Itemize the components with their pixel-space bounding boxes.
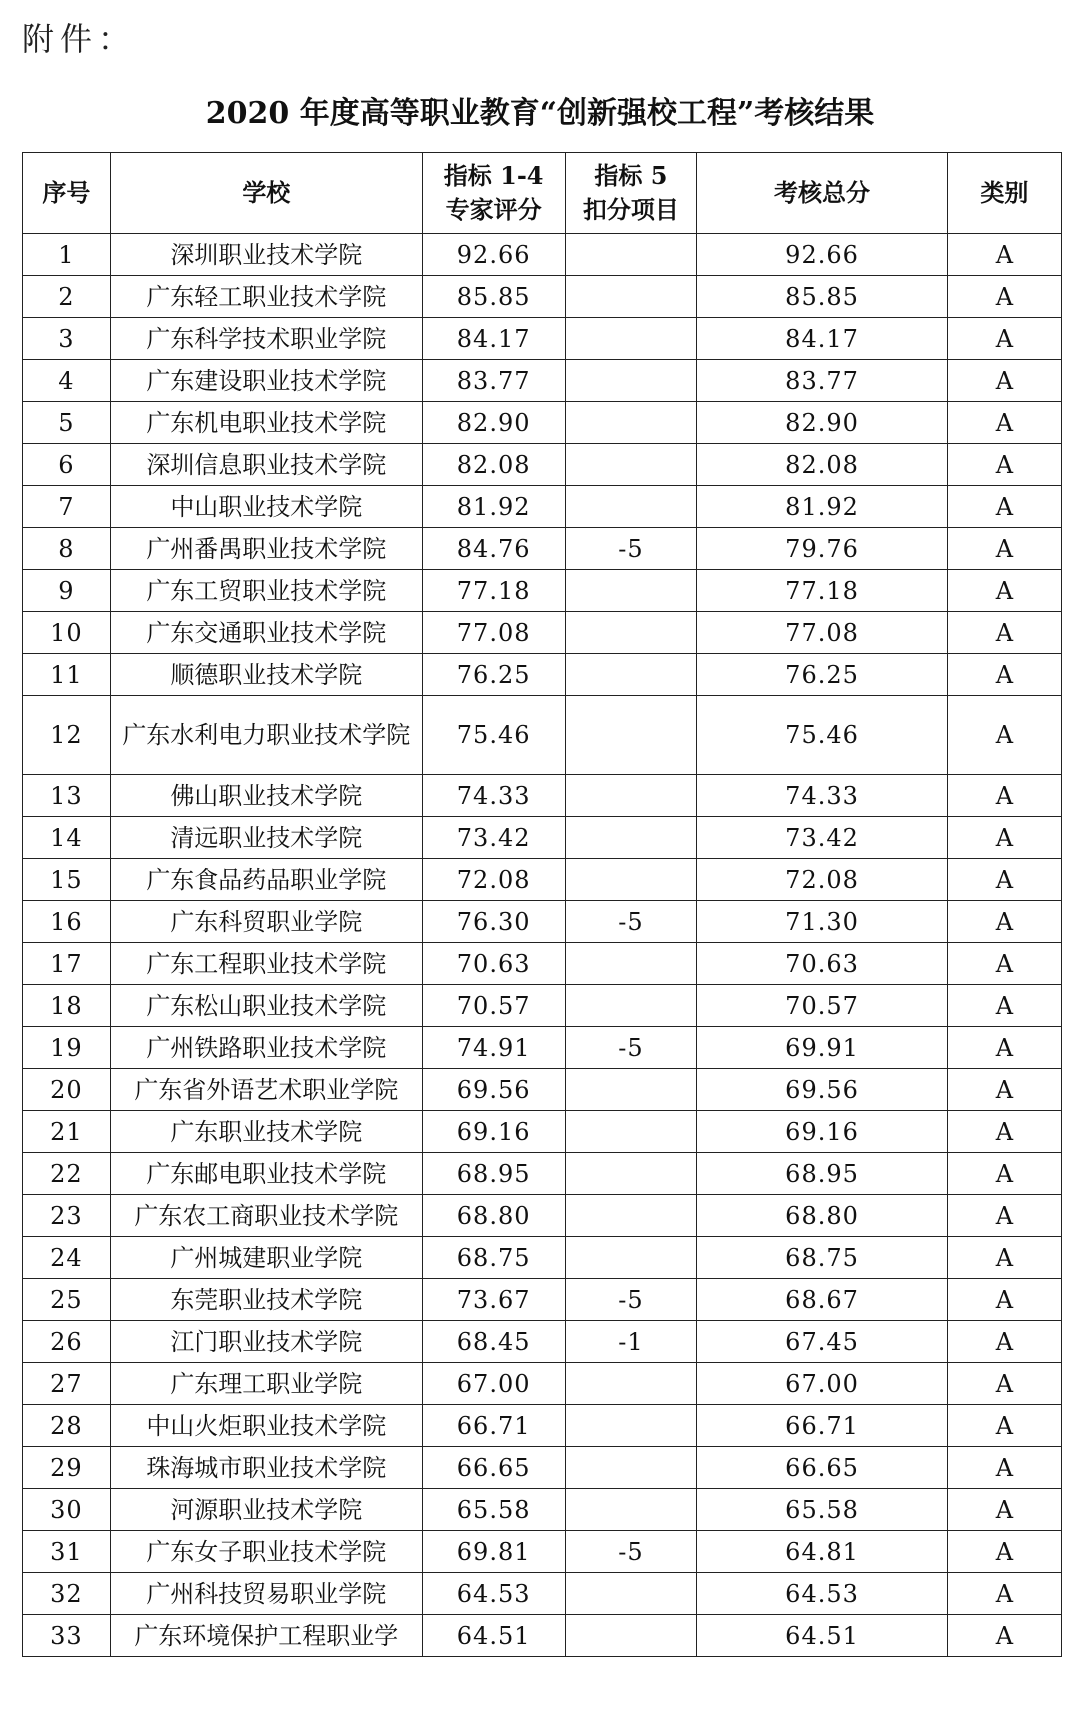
seq-cell: 17: [23, 943, 111, 985]
seq-cell: 4: [23, 360, 111, 402]
school-cell: 东莞职业技术学院: [110, 1279, 422, 1321]
deduction-cell: [565, 402, 697, 444]
category-cell: A: [947, 1321, 1061, 1363]
score-cell: 76.30: [422, 901, 565, 943]
category-cell: A: [947, 901, 1061, 943]
table-row: [23, 1363, 1062, 1405]
category-cell: A: [947, 1279, 1061, 1321]
category-cell: A: [947, 1195, 1061, 1237]
total-cell: 70.57: [697, 985, 947, 1027]
total-cell: 68.67: [697, 1279, 947, 1321]
deduction-cell: [565, 1153, 697, 1195]
category-cell: A: [947, 696, 1061, 775]
school-cell: 广东科学技术职业学院: [110, 318, 422, 360]
deduction-cell: [565, 234, 697, 276]
results-table: [22, 152, 1062, 1657]
deduction-cell: -5: [565, 528, 697, 570]
school-cell: 佛山职业技术学院: [110, 775, 422, 817]
deduction-cell: [565, 1111, 697, 1153]
category-cell: A: [947, 1405, 1061, 1447]
attachment-label: 附件：: [22, 20, 137, 58]
deduction-cell: [565, 696, 697, 775]
school-cell: 广东水利电力职业技术学院: [110, 696, 422, 775]
seq-cell: 8: [23, 528, 111, 570]
score-cell: 85.85: [422, 276, 565, 318]
score-cell: 92.66: [422, 234, 565, 276]
deduction-cell: [565, 943, 697, 985]
seq-cell: 32: [23, 1573, 111, 1615]
table-row: [23, 1069, 1062, 1111]
score-cell: 66.65: [422, 1447, 565, 1489]
seq-cell: 6: [23, 444, 111, 486]
col-header-seq: 序号: [23, 153, 111, 234]
seq-cell: 2: [23, 276, 111, 318]
seq-cell: 21: [23, 1111, 111, 1153]
table-row: [23, 402, 1062, 444]
table-row: [23, 1153, 1062, 1195]
seq-cell: 19: [23, 1027, 111, 1069]
deduction-cell: [565, 654, 697, 696]
seq-cell: 16: [23, 901, 111, 943]
score-cell: 68.80: [422, 1195, 565, 1237]
category-cell: A: [947, 234, 1061, 276]
deduction-cell: [565, 570, 697, 612]
deduction-cell: -5: [565, 1531, 697, 1573]
col-header-total: 考核总分: [697, 153, 947, 234]
table-row: [23, 360, 1062, 402]
total-cell: 70.63: [697, 943, 947, 985]
table-row: [23, 817, 1062, 859]
score-cell: 69.81: [422, 1531, 565, 1573]
category-cell: A: [947, 859, 1061, 901]
table-row: [23, 528, 1062, 570]
deduction-cell: [565, 1195, 697, 1237]
deduction-cell: [565, 1489, 697, 1531]
score-cell: 66.71: [422, 1405, 565, 1447]
school-cell: 顺德职业技术学院: [110, 654, 422, 696]
table-row: [23, 1489, 1062, 1531]
score-cell: 64.51: [422, 1615, 565, 1657]
table-row: [23, 612, 1062, 654]
score-cell: 68.45: [422, 1321, 565, 1363]
category-cell: A: [947, 612, 1061, 654]
school-cell: 广东邮电职业技术学院: [110, 1153, 422, 1195]
table-row: [23, 1405, 1062, 1447]
table-row: [23, 775, 1062, 817]
school-cell: 广东工贸职业技术学院: [110, 570, 422, 612]
total-cell: 66.65: [697, 1447, 947, 1489]
seq-cell: 24: [23, 1237, 111, 1279]
score-cell: 67.00: [422, 1363, 565, 1405]
table-row: [23, 1237, 1062, 1279]
total-cell: 68.80: [697, 1195, 947, 1237]
table-row: [23, 1321, 1062, 1363]
deduction-cell: -5: [565, 1279, 697, 1321]
school-cell: 广州城建职业学院: [110, 1237, 422, 1279]
deduction-cell: [565, 1363, 697, 1405]
table-row: [23, 1447, 1062, 1489]
total-cell: 73.42: [697, 817, 947, 859]
deduction-cell: [565, 444, 697, 486]
seq-cell: 29: [23, 1447, 111, 1489]
total-cell: 76.25: [697, 654, 947, 696]
score-cell: 70.57: [422, 985, 565, 1027]
deduction-cell: [565, 1573, 697, 1615]
school-cell: 广东食品药品职业学院: [110, 859, 422, 901]
col-header-score-line2: 专家评分: [445, 195, 542, 224]
school-cell: 深圳信息职业技术学院: [110, 444, 422, 486]
seq-cell: 22: [23, 1153, 111, 1195]
score-cell: 72.08: [422, 859, 565, 901]
category-cell: A: [947, 1027, 1061, 1069]
total-cell: 69.91: [697, 1027, 947, 1069]
header-row: [23, 153, 1062, 234]
score-cell: 65.58: [422, 1489, 565, 1531]
table-body: [23, 234, 1062, 1657]
category-cell: A: [947, 1069, 1061, 1111]
table-row: [23, 654, 1062, 696]
seq-cell: 31: [23, 1531, 111, 1573]
col-header-score-line1: 指标 1-4: [443, 161, 544, 190]
school-cell: 广东女子职业技术学院: [110, 1531, 422, 1573]
category-cell: A: [947, 360, 1061, 402]
total-cell: 65.58: [697, 1489, 947, 1531]
table-row: [23, 486, 1062, 528]
total-cell: 68.95: [697, 1153, 947, 1195]
total-cell: 77.18: [697, 570, 947, 612]
total-cell: 83.77: [697, 360, 947, 402]
seq-cell: 26: [23, 1321, 111, 1363]
category-cell: A: [947, 985, 1061, 1027]
table-row: [23, 234, 1062, 276]
deduction-cell: [565, 775, 697, 817]
category-cell: A: [947, 1615, 1061, 1657]
seq-cell: 23: [23, 1195, 111, 1237]
deduction-cell: [565, 318, 697, 360]
seq-cell: 13: [23, 775, 111, 817]
seq-cell: 27: [23, 1363, 111, 1405]
total-cell: 69.16: [697, 1111, 947, 1153]
total-cell: 75.46: [697, 696, 947, 775]
school-cell: 广州科技贸易职业学院: [110, 1573, 422, 1615]
deduction-cell: [565, 1237, 697, 1279]
score-cell: 84.17: [422, 318, 565, 360]
school-cell: 清远职业技术学院: [110, 817, 422, 859]
category-cell: A: [947, 570, 1061, 612]
total-cell: 84.17: [697, 318, 947, 360]
category-cell: A: [947, 318, 1061, 360]
score-cell: 77.18: [422, 570, 565, 612]
deduction-cell: [565, 1447, 697, 1489]
seq-cell: 9: [23, 570, 111, 612]
table-row: [23, 1027, 1062, 1069]
category-cell: A: [947, 654, 1061, 696]
seq-cell: 10: [23, 612, 111, 654]
seq-cell: 1: [23, 234, 111, 276]
score-cell: 64.53: [422, 1573, 565, 1615]
table-row: [23, 276, 1062, 318]
school-cell: 广东理工职业学院: [110, 1363, 422, 1405]
seq-cell: 28: [23, 1405, 111, 1447]
seq-cell: 18: [23, 985, 111, 1027]
score-cell: 68.95: [422, 1153, 565, 1195]
col-header-deduction: [565, 153, 697, 234]
table-row: [23, 1615, 1062, 1657]
category-cell: A: [947, 1573, 1061, 1615]
school-cell: 河源职业技术学院: [110, 1489, 422, 1531]
total-cell: 64.53: [697, 1573, 947, 1615]
table-row: [23, 318, 1062, 360]
total-cell: 64.51: [697, 1615, 947, 1657]
seq-cell: 14: [23, 817, 111, 859]
col-header-score: [422, 153, 565, 234]
total-cell: 69.56: [697, 1069, 947, 1111]
seq-cell: 11: [23, 654, 111, 696]
table-row: [23, 570, 1062, 612]
deduction-cell: [565, 486, 697, 528]
deduction-cell: [565, 276, 697, 318]
table-row: [23, 901, 1062, 943]
col-header-deduction-line2: 扣分项目: [582, 195, 679, 224]
category-cell: A: [947, 1489, 1061, 1531]
school-cell: 广东建设职业技术学院: [110, 360, 422, 402]
category-cell: A: [947, 1237, 1061, 1279]
table-row: [23, 943, 1062, 985]
total-cell: 71.30: [697, 901, 947, 943]
table-row: [23, 985, 1062, 1027]
score-cell: 73.42: [422, 817, 565, 859]
category-cell: A: [947, 817, 1061, 859]
deduction-cell: [565, 1405, 697, 1447]
total-cell: 68.75: [697, 1237, 947, 1279]
score-cell: 75.46: [422, 696, 565, 775]
deduction-cell: [565, 859, 697, 901]
deduction-cell: [565, 985, 697, 1027]
deduction-cell: [565, 612, 697, 654]
deduction-cell: [565, 360, 697, 402]
total-cell: 67.00: [697, 1363, 947, 1405]
total-cell: 74.33: [697, 775, 947, 817]
school-cell: 广州番禺职业技术学院: [110, 528, 422, 570]
score-cell: 77.08: [422, 612, 565, 654]
deduction-cell: [565, 1069, 697, 1111]
total-cell: 72.08: [697, 859, 947, 901]
school-cell: 广东轻工职业技术学院: [110, 276, 422, 318]
total-cell: 85.85: [697, 276, 947, 318]
seq-cell: 15: [23, 859, 111, 901]
score-cell: 74.91: [422, 1027, 565, 1069]
col-header-deduction-line1: 指标 5: [594, 161, 668, 190]
school-cell: 广州铁路职业技术学院: [110, 1027, 422, 1069]
seq-cell: 5: [23, 402, 111, 444]
score-cell: 69.16: [422, 1111, 565, 1153]
school-cell: 广东环境保护工程职业学: [110, 1615, 422, 1657]
deduction-cell: [565, 817, 697, 859]
school-cell: 广东科贸职业学院: [110, 901, 422, 943]
school-cell: 江门职业技术学院: [110, 1321, 422, 1363]
school-cell: 广东机电职业技术学院: [110, 402, 422, 444]
school-cell: 中山火炬职业技术学院: [110, 1405, 422, 1447]
seq-cell: 20: [23, 1069, 111, 1111]
category-cell: A: [947, 943, 1061, 985]
total-cell: 81.92: [697, 486, 947, 528]
score-cell: 73.67: [422, 1279, 565, 1321]
category-cell: A: [947, 1363, 1061, 1405]
table-row: [23, 1573, 1062, 1615]
total-cell: 77.08: [697, 612, 947, 654]
school-cell: 广东职业技术学院: [110, 1111, 422, 1153]
school-cell: 广东工程职业技术学院: [110, 943, 422, 985]
total-cell: 66.71: [697, 1405, 947, 1447]
total-cell: 67.45: [697, 1321, 947, 1363]
score-cell: 70.63: [422, 943, 565, 985]
score-cell: 81.92: [422, 486, 565, 528]
score-cell: 74.33: [422, 775, 565, 817]
page-title: 2020 年度高等职业教育“创新强校工程”考核结果: [205, 96, 875, 131]
total-cell: 82.90: [697, 402, 947, 444]
total-cell: 92.66: [697, 234, 947, 276]
col-header-category: 类别: [947, 153, 1061, 234]
school-cell: 中山职业技术学院: [110, 486, 422, 528]
category-cell: A: [947, 1447, 1061, 1489]
score-cell: 82.08: [422, 444, 565, 486]
score-cell: 82.90: [422, 402, 565, 444]
score-cell: 69.56: [422, 1069, 565, 1111]
seq-cell: 33: [23, 1615, 111, 1657]
seq-cell: 3: [23, 318, 111, 360]
school-cell: 深圳职业技术学院: [110, 234, 422, 276]
score-cell: 83.77: [422, 360, 565, 402]
col-header-school: 学校: [110, 153, 422, 234]
school-cell: 广东农工商职业技术学院: [110, 1195, 422, 1237]
total-cell: 64.81: [697, 1531, 947, 1573]
category-cell: A: [947, 486, 1061, 528]
table-row: [23, 1279, 1062, 1321]
deduction-cell: -5: [565, 901, 697, 943]
category-cell: A: [947, 1153, 1061, 1195]
category-cell: A: [947, 276, 1061, 318]
category-cell: A: [947, 444, 1061, 486]
school-cell: 珠海城市职业技术学院: [110, 1447, 422, 1489]
school-cell: 广东省外语艺术职业学院: [110, 1069, 422, 1111]
deduction-cell: [565, 1615, 697, 1657]
category-cell: A: [947, 402, 1061, 444]
deduction-cell: -5: [565, 1027, 697, 1069]
table-row: [23, 859, 1062, 901]
category-cell: A: [947, 1111, 1061, 1153]
seq-cell: 7: [23, 486, 111, 528]
score-cell: 76.25: [422, 654, 565, 696]
score-cell: 84.76: [422, 528, 565, 570]
table-row: [23, 1195, 1062, 1237]
table-row: [23, 1531, 1062, 1573]
seq-cell: 12: [23, 696, 111, 775]
score-cell: 68.75: [422, 1237, 565, 1279]
school-cell: 广东松山职业技术学院: [110, 985, 422, 1027]
table-row: [23, 444, 1062, 486]
table-row: [23, 696, 1062, 775]
category-cell: A: [947, 775, 1061, 817]
category-cell: A: [947, 1531, 1061, 1573]
total-cell: 79.76: [697, 528, 947, 570]
deduction-cell: -1: [565, 1321, 697, 1363]
total-cell: 82.08: [697, 444, 947, 486]
school-cell: 广东交通职业技术学院: [110, 612, 422, 654]
seq-cell: 30: [23, 1489, 111, 1531]
category-cell: A: [947, 528, 1061, 570]
table-row: [23, 1111, 1062, 1153]
seq-cell: 25: [23, 1279, 111, 1321]
